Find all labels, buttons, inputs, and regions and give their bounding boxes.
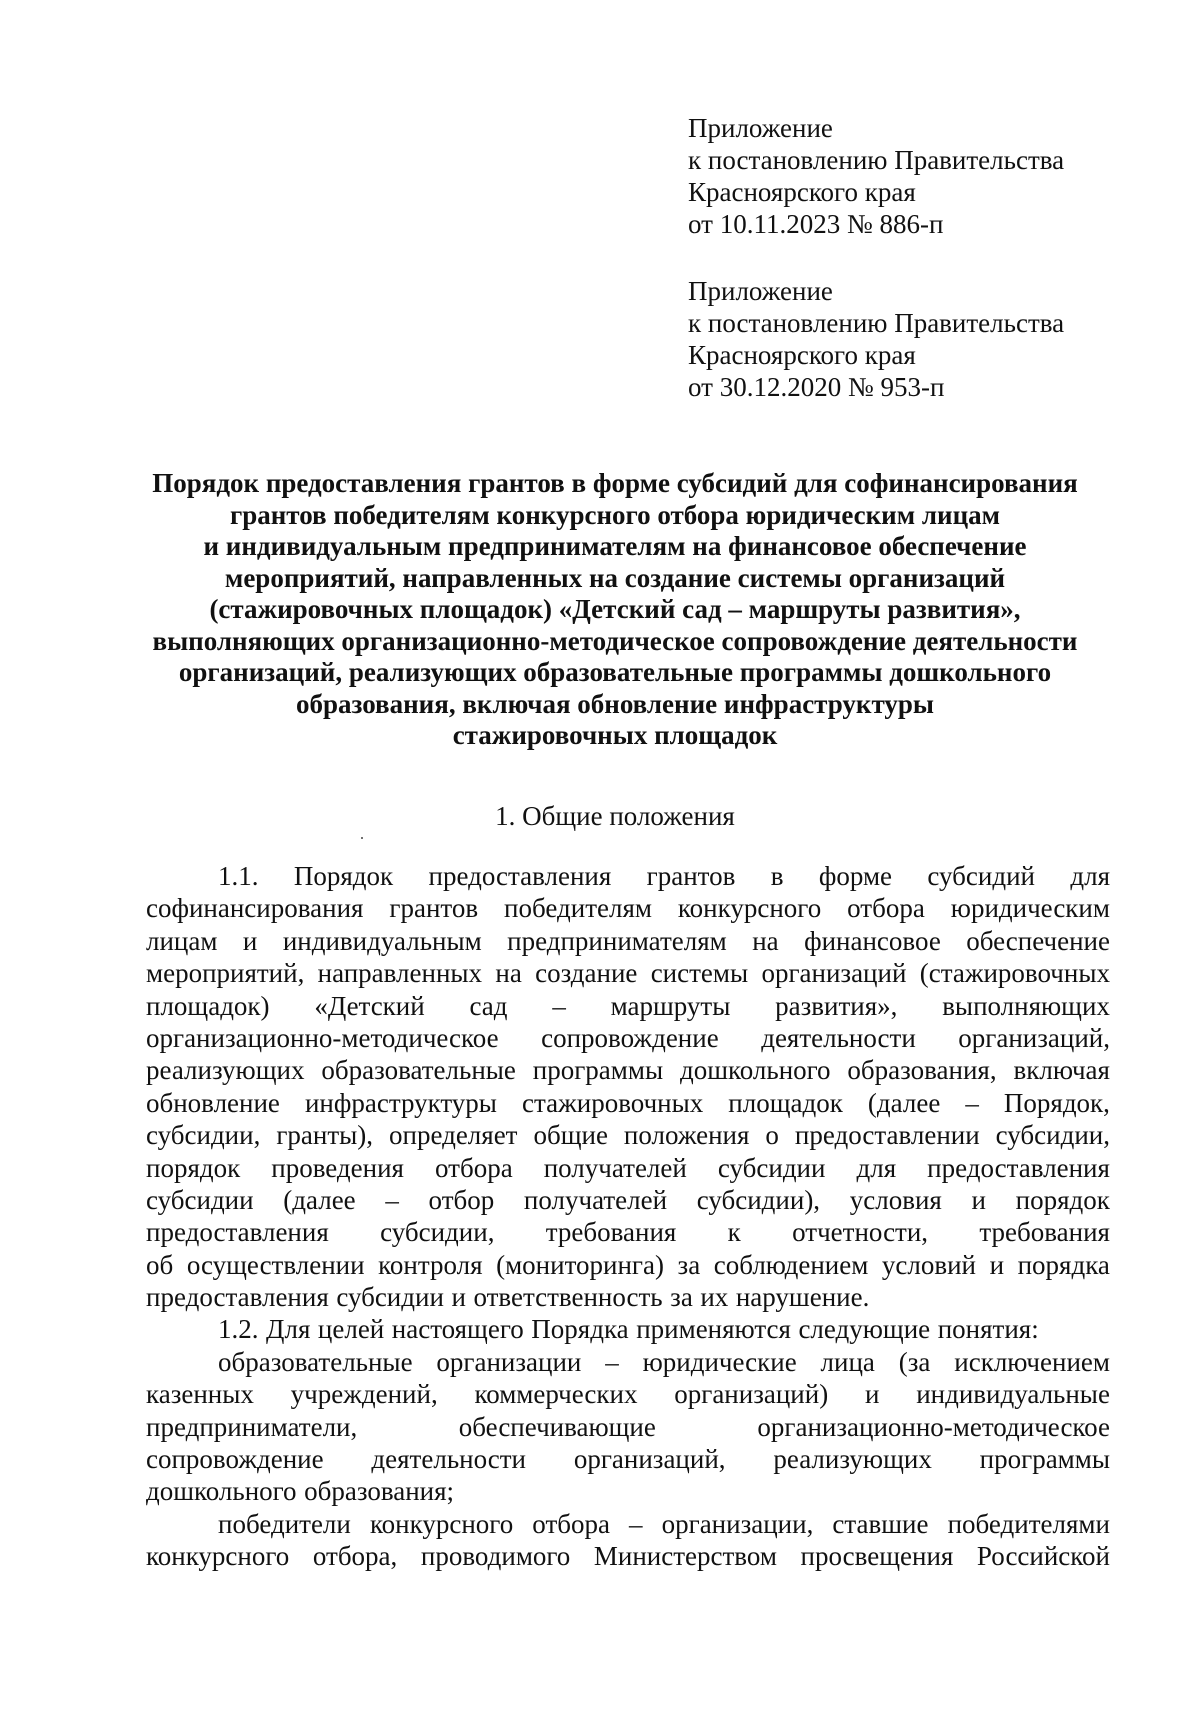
title-line: грантов победителям конкурсного отбора юридическим лицам [229, 499, 1001, 530]
body-word: на [495, 958, 522, 989]
title-line: выполняющих организационно-методическое сопровождение деятельности [152, 625, 1078, 656]
body-word: для [1070, 861, 1110, 891]
body-word: получателей [543, 1152, 687, 1183]
body-word: просвещения [800, 1541, 954, 1572]
appendix-label: Приложение [688, 276, 833, 306]
body-word: и [864, 1379, 880, 1410]
body-word: ставшие [832, 1508, 929, 1539]
body-word: организации, [661, 1508, 814, 1539]
body-word: конкурсного [677, 893, 822, 924]
body-word: организаций, [573, 1444, 726, 1475]
title-line: Порядок предоставления грантов в форме субсидий для софинансирования [152, 468, 1078, 498]
appendix-date-number: от 30.12.2020 № 953-п [688, 372, 945, 402]
body-word: настоящего [391, 1314, 524, 1345]
body-word: отбор [428, 1184, 495, 1215]
body-word: порядок [146, 1152, 241, 1183]
body-word: и [242, 925, 258, 956]
body-word: к [727, 1217, 741, 1248]
body-line [146, 860, 1110, 892]
body-word: проведения [271, 1152, 404, 1183]
body-word: софинансирования [146, 893, 364, 924]
body-word: – [385, 1184, 399, 1215]
body-word: исключением [954, 1346, 1110, 1377]
body-word: отбора [847, 893, 925, 924]
body-word: образовательные [218, 1346, 413, 1377]
body-word: и [451, 1282, 466, 1313]
body-word: площадок) [146, 990, 270, 1021]
body-word: конкурсного [369, 1508, 514, 1539]
title-line: мероприятий, направленных на создание системы организаций [224, 562, 1006, 593]
body-word: направленных [317, 958, 483, 989]
body-word: субсидии, [146, 1120, 261, 1151]
body-word: нарушение. [735, 1282, 870, 1313]
body-word: о [765, 1120, 779, 1151]
scan-speck [361, 837, 363, 839]
body-word: организационно-методическое [757, 1411, 1110, 1442]
title-line: (стажировочных площадок) «Детский сад – маршруты развития», [209, 594, 1021, 624]
body-line [146, 1346, 1110, 1378]
body-line [146, 1216, 1110, 1248]
body-word: субсидии [146, 1184, 254, 1215]
body-word: выполняющих [942, 990, 1110, 1021]
body-word: коммерческих [474, 1379, 638, 1410]
body-word: реализующих [773, 1444, 932, 1475]
body-word: обеспечение [966, 925, 1110, 956]
body-word: общие [533, 1120, 608, 1151]
body-word: ответственность [473, 1282, 663, 1313]
body-word: предоставления [428, 861, 612, 891]
body-word: маршруты [610, 990, 731, 1021]
body-word: организаций [761, 958, 907, 989]
body-word: соблюдением [713, 1249, 869, 1280]
section-heading: 1. Общие положения [495, 801, 735, 831]
body-word: понятия: [937, 1314, 1039, 1345]
body-line [146, 1249, 1110, 1281]
body-word: грантов [389, 893, 479, 924]
body-word: системы [650, 958, 749, 989]
body-word: и [989, 1249, 1005, 1280]
body-word: обеспечивающие [458, 1411, 656, 1442]
body-word: – [605, 1346, 619, 1377]
body-word: получателей [523, 1184, 668, 1215]
appendix-label: Приложение [688, 113, 833, 143]
body-line [146, 1475, 1110, 1507]
body-word: лицам [146, 925, 218, 956]
body-word: сопровождение [146, 1444, 324, 1475]
body-word: грантов [646, 861, 736, 891]
body-word: условия [849, 1184, 942, 1215]
body-word: Для [266, 1314, 311, 1345]
body-word: отбора [532, 1508, 610, 1539]
body-word: образовательные [321, 1055, 516, 1086]
body-word: отбора [435, 1152, 513, 1183]
body-word: для [856, 1152, 897, 1183]
body-word: об [146, 1249, 174, 1280]
body-word: организации [436, 1346, 582, 1377]
body-word: (за [898, 1346, 931, 1377]
appendix-region: Красноярского края [688, 177, 916, 207]
body-word: (мониторинга) [496, 1249, 664, 1280]
body-word: применяются [636, 1314, 791, 1345]
body-line [146, 1378, 1110, 1410]
body-word: отбора, [312, 1541, 398, 1572]
body-word: деятельности [371, 1444, 526, 1475]
body-word: в [770, 861, 784, 891]
body-word: субсидии [717, 1152, 826, 1183]
body-word: положения [623, 1120, 750, 1151]
body-word: – [965, 1087, 979, 1118]
body-word: за [670, 1282, 693, 1313]
body-word: мероприятий, [146, 958, 305, 989]
appendix-region: Красноярского края [688, 340, 916, 370]
body-word: субсидии, [995, 1120, 1110, 1151]
body-line [146, 925, 1110, 957]
body-word: (далее [867, 1087, 941, 1118]
body-word: победители [218, 1508, 351, 1539]
body-word: предоставления [927, 1152, 1110, 1183]
body-word: – [552, 990, 566, 1021]
body-word: «Детский [314, 990, 425, 1021]
body-word: и [971, 1184, 986, 1215]
body-word: предприниматели, [146, 1411, 358, 1442]
body-word: субсидии [336, 1282, 444, 1313]
body-word: площадок [728, 1087, 843, 1118]
body-line [146, 1508, 1110, 1540]
body-word: контроля [378, 1249, 483, 1280]
body-word: за [677, 1249, 701, 1280]
body-word: определяет [389, 1120, 518, 1151]
body-line [146, 1119, 1110, 1151]
body-word: программы [979, 1444, 1110, 1475]
body-word: организационно-методическое [146, 1022, 499, 1053]
body-word: организаций, [958, 1022, 1110, 1053]
body-word: – [629, 1508, 643, 1539]
body-word: Министерством [593, 1541, 777, 1572]
body-word: предоставления [146, 1282, 329, 1313]
body-word: осуществлении [186, 1249, 365, 1280]
body-word: юридические [642, 1346, 797, 1377]
body-word: Порядок [293, 861, 394, 891]
body-word: юридическим [950, 893, 1110, 924]
body-word: предпринимателям [507, 925, 727, 956]
body-word: условий [881, 1249, 976, 1280]
body-word: отчетности, [792, 1217, 929, 1248]
body-word: реализующих [146, 1055, 305, 1086]
body-word: проводимого [420, 1541, 571, 1572]
body-word: включая [1013, 1055, 1110, 1086]
body-line [146, 1411, 1110, 1443]
body-word: предоставлении [794, 1120, 980, 1151]
body-word: конкурсного [146, 1541, 290, 1572]
appendix-block-current [688, 112, 1148, 240]
body-word: сад [469, 990, 508, 1021]
title-line: стажировочных площадок [452, 720, 778, 750]
body-line [146, 1313, 1110, 1345]
body-word: дошкольного [679, 1055, 831, 1086]
body-word: казенных [146, 1379, 254, 1410]
body-line [146, 1054, 1110, 1086]
title-line: образования, включая обновление инфраструктуры [295, 688, 934, 719]
body-word: Порядок, [1003, 1087, 1110, 1118]
body-line [146, 892, 1110, 924]
body-word: субсидии), [696, 1184, 821, 1215]
body-word: на [752, 925, 779, 956]
body-word: их [700, 1282, 729, 1313]
body-line [146, 1087, 1110, 1119]
body-word: индивидуальные [916, 1379, 1110, 1410]
body-word: победителями [947, 1508, 1110, 1539]
body-word: лица [820, 1346, 875, 1377]
appendix-reference: к постановлению Правительства [688, 145, 1065, 175]
body-word: форме [818, 861, 893, 891]
body-word: создание [535, 958, 638, 989]
body-word: стажировочных [522, 1087, 704, 1118]
body-word: образования, [847, 1055, 997, 1086]
body-word: следующие [798, 1314, 931, 1345]
body-word: порядок [1015, 1184, 1110, 1215]
body-word: победителям [504, 893, 652, 924]
body-word: инфраструктуры [304, 1087, 497, 1118]
body-line [146, 990, 1110, 1022]
body-word: (стажировочных [919, 958, 1110, 989]
title-line: организаций, реализующих образовательные программы дошкольного [178, 657, 1052, 687]
body-word: требования [545, 1217, 677, 1248]
body-word: обновление [146, 1087, 280, 1118]
body-word: организаций) [674, 1379, 829, 1410]
body-word: программы [532, 1055, 664, 1086]
appendix-block-original [688, 275, 1148, 403]
body-word: гранты), [276, 1120, 374, 1151]
body-word: Российской [976, 1541, 1110, 1572]
body-line [146, 957, 1110, 989]
body-line [146, 1540, 1110, 1572]
body-word: субсидии, [380, 1217, 495, 1248]
body-word: финансовое [804, 925, 941, 956]
body-word: учреждений, [290, 1379, 438, 1410]
body-line [146, 1443, 1110, 1475]
body-word: образования; [304, 1476, 455, 1507]
body-word: сопровождение [541, 1022, 719, 1053]
body-text [146, 860, 1110, 1573]
body-line [146, 1022, 1110, 1054]
body-line [146, 1152, 1110, 1184]
body-word: предоставления [146, 1217, 329, 1248]
appendix-reference: к постановлению Правительства [688, 308, 1065, 338]
title-line: и индивидуальным предпринимателям на финансовое обеспечение [203, 531, 1027, 561]
body-word: субсидий [927, 861, 1035, 891]
body-word: дошкольного [146, 1476, 297, 1507]
body-word: целей [317, 1314, 385, 1345]
body-line [146, 1281, 1110, 1313]
document-title [120, 468, 1110, 752]
body-word: развития», [775, 990, 898, 1021]
appendix-date-number: от 10.11.2023 № 886-п [688, 209, 944, 239]
body-word: 1.1. [218, 861, 259, 891]
body-word: индивидуальным [282, 925, 482, 956]
body-word: Порядка [531, 1314, 629, 1345]
body-word: деятельности [761, 1022, 916, 1053]
body-word: порядка [1017, 1249, 1110, 1280]
body-word: (далее [283, 1184, 356, 1215]
body-line [146, 1184, 1110, 1216]
body-word: 1.2. [218, 1314, 259, 1345]
body-word: требования [979, 1217, 1110, 1248]
